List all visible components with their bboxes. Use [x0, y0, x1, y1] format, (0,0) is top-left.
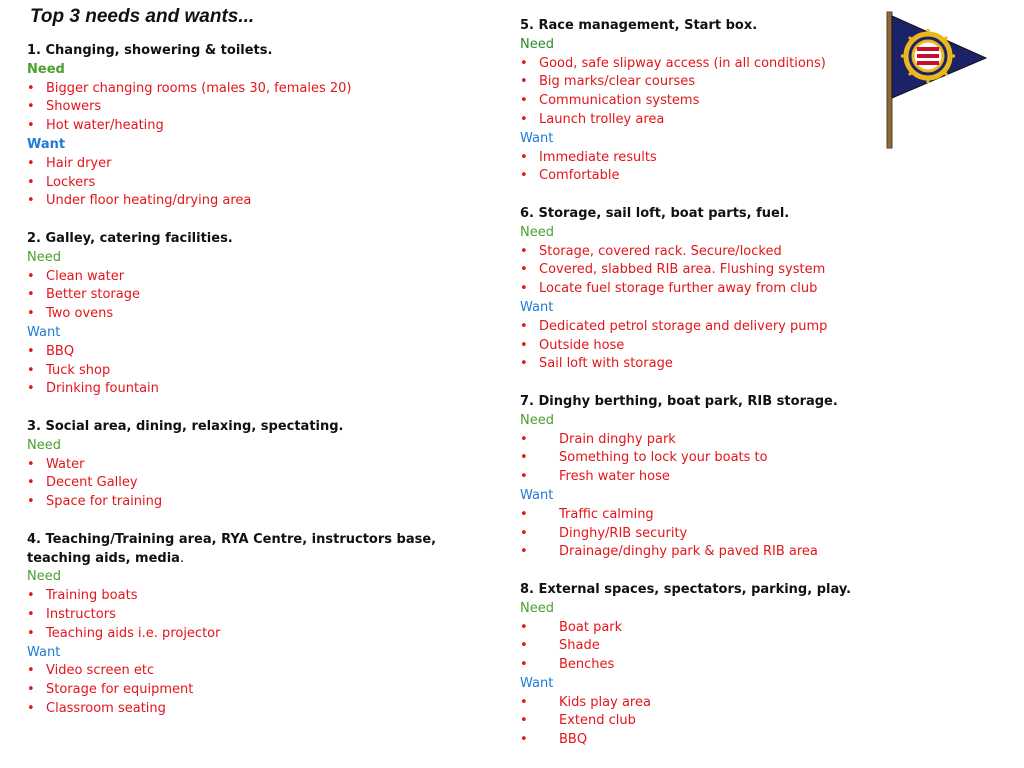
list-item: • Outside hose [520, 337, 860, 356]
section-heading: 8. External spaces, spectators, parking, play. [520, 581, 852, 597]
need-label: Need [27, 249, 61, 265]
list-item: • Two ovens [27, 305, 497, 324]
list-item: • Lockers [27, 174, 497, 193]
list-item: • Better storage [27, 286, 497, 305]
list-item: • Communication systems [520, 92, 860, 111]
list-item: • Video screen etc [27, 662, 497, 681]
need-label: Need [27, 569, 61, 585]
need-list [27, 456, 497, 512]
need-list [520, 431, 860, 487]
list-item: • BBQ [27, 343, 497, 362]
list-item: • Hot water/heating [27, 117, 497, 136]
list-item: • Fresh water hose [520, 468, 860, 487]
need-label: Need [520, 600, 554, 616]
list-item: • Decent Galley [27, 474, 497, 493]
club-burgee-icon [880, 10, 990, 152]
list-item: • Good, safe slipway access (in all conditions) [520, 55, 860, 74]
list-item: • Boat park [520, 619, 860, 638]
need-label: Need [520, 36, 554, 52]
list-item: • Sail loft with storage [520, 355, 860, 374]
want-list [520, 149, 860, 187]
want-list [27, 662, 497, 718]
list-item: • Immediate results [520, 149, 860, 168]
want-label: Want [520, 487, 554, 503]
page-title: Top 3 needs and wants... [30, 6, 255, 27]
section-heading: 4. Teaching/Training area, RYA Centre, instructors base, teaching aids, media [27, 531, 437, 566]
section-8 [520, 581, 860, 750]
list-item: • Benches [520, 656, 860, 675]
want-label: Want [520, 675, 554, 691]
list-item: • Classroom seating [27, 700, 497, 719]
section-4 [27, 531, 497, 719]
list-item: • Drinking fountain [27, 380, 497, 399]
want-list [520, 694, 860, 750]
right-column [520, 17, 860, 750]
list-item: • Covered, slabbed RIB area. Flushing system [520, 261, 860, 280]
want-list [27, 343, 497, 399]
want-label: Want [520, 130, 554, 146]
want-label: Want [27, 136, 66, 152]
list-item: • Drainage/dinghy park & paved RIB area [520, 543, 860, 562]
need-label: Need [520, 224, 554, 240]
list-item: • Extend club [520, 712, 860, 731]
need-list [27, 587, 497, 643]
list-item: • Traffic calming [520, 506, 860, 525]
section-1 [27, 42, 497, 211]
list-item: • Dinghy/RIB security [520, 525, 860, 544]
need-list [520, 55, 860, 130]
spacer [520, 186, 860, 205]
want-list [27, 155, 497, 211]
need-list [27, 268, 497, 324]
list-item: • BBQ [520, 731, 860, 750]
section-heading: 5. Race management, Start box. [520, 18, 758, 33]
list-item: • Storage for equipment [27, 681, 497, 700]
list-item: • Locate fuel storage further away from club [520, 280, 860, 299]
spacer [27, 512, 497, 531]
spacer [520, 562, 860, 581]
section-7 [520, 393, 860, 562]
section-heading: 7. Dinghy berthing, boat park, RIB storage. [520, 393, 838, 409]
want-label: Want [27, 644, 61, 660]
section-heading: 3. Social area, dining, relaxing, spectating. [27, 418, 344, 434]
want-list [520, 318, 860, 374]
list-item: • Showers [27, 98, 497, 117]
list-item: • Hair dryer [27, 155, 497, 174]
list-item: • Shade [520, 637, 860, 656]
spacer [520, 374, 860, 393]
section-heading: 2. Galley, catering facilities. [27, 230, 233, 246]
want-list [520, 506, 860, 562]
list-item: • Kids play area [520, 694, 860, 713]
list-item: • Tuck shop [27, 362, 497, 381]
list-item: • Water [27, 456, 497, 475]
list-item: • Big marks/clear courses [520, 73, 860, 92]
list-item: • Something to lock your boats to [520, 449, 860, 468]
need-list [520, 619, 860, 675]
section-3 [27, 418, 497, 512]
need-label: Need [520, 412, 554, 428]
want-label: Want [520, 299, 554, 315]
list-item: • Instructors [27, 606, 497, 625]
section-heading-suffix: . [179, 550, 185, 566]
section-6 [520, 205, 860, 374]
spacer [27, 211, 497, 230]
need-list [27, 80, 497, 136]
need-label: Need [27, 61, 65, 77]
want-label: Want [27, 324, 61, 340]
need-label: Need [27, 437, 61, 453]
list-item: • Launch trolley area [520, 111, 860, 130]
list-item: • Comfortable [520, 167, 860, 186]
section-heading: 1. Changing, showering & toilets. [27, 43, 273, 58]
list-item: • Training boats [27, 587, 497, 606]
spacer [27, 399, 497, 418]
left-column [27, 42, 497, 719]
list-item: • Teaching aids i.e. projector [27, 625, 497, 644]
list-item: • Space for training [27, 493, 497, 512]
section-5 [520, 17, 860, 186]
section-heading: 6. Storage, sail loft, boat parts, fuel. [520, 205, 790, 221]
section-2 [27, 230, 497, 399]
section-heading-wrap [27, 531, 497, 569]
list-item: • Dedicated petrol storage and delivery pump [520, 318, 860, 337]
list-item: • Bigger changing rooms (males 30, females 20) [27, 80, 497, 99]
list-item: • Storage, covered rack. Secure/locked [520, 243, 860, 262]
list-item: • Drain dinghy park [520, 431, 860, 450]
list-item: • Clean water [27, 268, 497, 287]
list-item: • Under floor heating/drying area [27, 192, 497, 211]
need-list [520, 243, 860, 299]
